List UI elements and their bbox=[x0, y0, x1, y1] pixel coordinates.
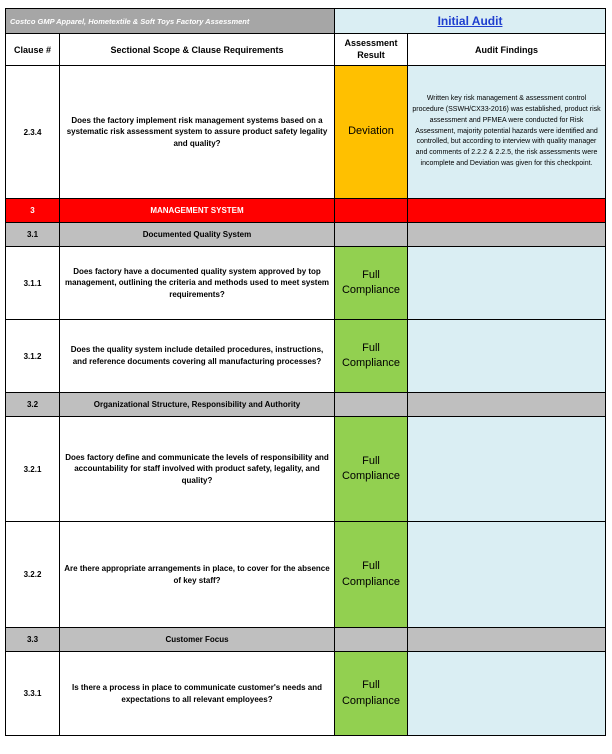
clause-requirement: Does the factory implement risk management systems based on a systematic risk assessment system to assure product safety legality and quality? bbox=[60, 66, 335, 199]
audit-finding bbox=[408, 320, 606, 393]
subsection-title: Documented Quality System bbox=[60, 223, 335, 247]
col-scope-header: Sectional Scope & Clause Requirements bbox=[60, 34, 335, 66]
col-result-header-line1: Assessment bbox=[344, 38, 398, 49]
report-title: Costco GMP Apparel, Hometextile & Soft Toys Factory Assessment bbox=[6, 9, 335, 34]
result-line2: Compliance bbox=[341, 575, 401, 588]
audit-finding bbox=[408, 247, 606, 320]
table-row bbox=[6, 320, 606, 393]
result-line2: Compliance bbox=[341, 694, 401, 707]
assessment-result bbox=[335, 417, 408, 522]
subsection-number: 3.2 bbox=[6, 393, 60, 417]
column-header-row bbox=[6, 34, 606, 66]
clause-number: 3.2.1 bbox=[6, 417, 60, 522]
col-clause-header: Clause # bbox=[6, 34, 60, 66]
assessment-table bbox=[5, 8, 606, 736]
table-row bbox=[6, 66, 606, 199]
result-line2: Compliance bbox=[341, 357, 401, 369]
assessment-result: Deviation bbox=[335, 66, 408, 199]
clause-number: 3.1.1 bbox=[6, 247, 60, 320]
result-line1: Full bbox=[362, 679, 380, 692]
assessment-result bbox=[335, 247, 408, 320]
audit-finding bbox=[408, 417, 606, 522]
result-line1: Full bbox=[362, 341, 380, 354]
clause-number: 3.1.2 bbox=[6, 320, 60, 393]
col-result-header-line2: Result bbox=[357, 49, 385, 60]
audit-type-cell bbox=[335, 9, 606, 34]
table-row bbox=[6, 417, 606, 522]
clause-requirement: Does the quality system include detailed procedures, instructions, and reference documents covering all manufacturing processes? bbox=[60, 320, 335, 393]
subsection-number: 3.1 bbox=[6, 223, 60, 247]
clause-requirement: Does factory define and communicate the levels of responsibility and accountability for staff involved with product safety, legality, and quality? bbox=[60, 417, 335, 522]
assessment-result bbox=[335, 320, 408, 393]
col-findings-header: Audit Findings bbox=[408, 34, 606, 66]
subsection-title: Organizational Structure, Responsibility and Authority bbox=[60, 393, 335, 417]
section-number: 3 bbox=[6, 199, 60, 223]
result-line1: Full bbox=[362, 268, 380, 281]
result-line1: Full bbox=[362, 454, 380, 467]
report-header-row bbox=[6, 9, 606, 34]
result-line1: Full bbox=[362, 560, 380, 573]
result-line2: Compliance bbox=[341, 284, 401, 296]
clause-requirement: Are there appropriate arrangements in place, to cover for the absence of key staff? bbox=[60, 522, 335, 628]
assessment-result bbox=[335, 522, 408, 628]
audit-finding bbox=[408, 652, 606, 736]
clause-requirement: Does factory have a documented quality system approved by top management, outlining the criteria and methods used to meet system requirements? bbox=[60, 247, 335, 320]
clause-requirement: Is there a process in place to communicate customer's needs and expectations to all relevant employees? bbox=[60, 652, 335, 736]
col-result-header bbox=[335, 34, 408, 66]
audit-finding bbox=[408, 522, 606, 628]
clause-number: 3.3.1 bbox=[6, 652, 60, 736]
result-line2: Compliance bbox=[341, 470, 401, 482]
subsection-title: Customer Focus bbox=[60, 628, 335, 652]
assessment-result bbox=[335, 652, 408, 736]
clause-number: 2.3.4 bbox=[6, 66, 60, 199]
table-row bbox=[6, 247, 606, 320]
subsection-row bbox=[6, 223, 606, 247]
table-row bbox=[6, 522, 606, 628]
subsection-number: 3.3 bbox=[6, 628, 60, 652]
clause-number: 3.2.2 bbox=[6, 522, 60, 628]
audit-type-link[interactable]: Initial Audit bbox=[437, 14, 503, 28]
subsection-row bbox=[6, 628, 606, 652]
table-row bbox=[6, 652, 606, 736]
subsection-row bbox=[6, 393, 606, 417]
section-title: MANAGEMENT SYSTEM bbox=[60, 199, 335, 223]
audit-finding: Written key risk management & assessment control procedure (SSWH/CX33-2016) was established, product risk assessment and PFMEA were conducted for Risk Assessment, majority potential hazards were identified and controlled, but according to interview with quality manager and comments of 2.2.2 & 2.2.5, the risk assessments were incomplete and Deviation was given for this checkpoint. bbox=[408, 66, 606, 199]
section-row bbox=[6, 199, 606, 223]
